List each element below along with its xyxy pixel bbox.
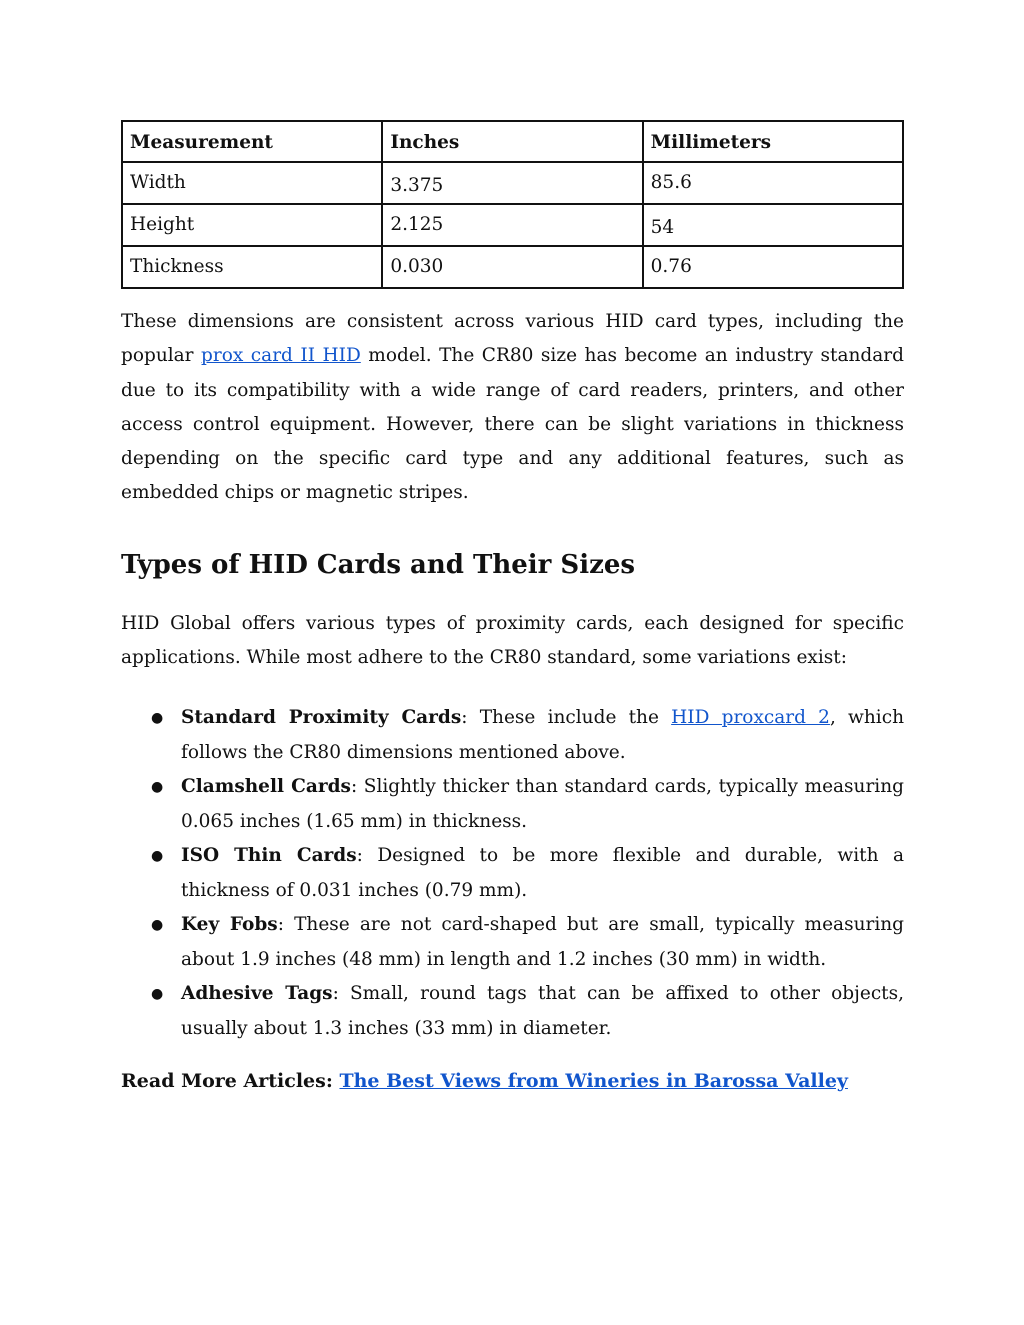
item-text: : Small, round tags that can be affixed to other objects, usually about 1.3 inches (33 mm) in diameter. [181, 983, 904, 1039]
table-header-cell: Millimeters [643, 121, 903, 162]
table-cell: 3.375 [382, 162, 642, 204]
table-cell: 2.125 [382, 204, 642, 246]
item-text: : Designed to be more flexible and durable, with a thickness of 0.031 inches (0.79 mm). [181, 845, 904, 901]
table-header-row [122, 121, 903, 162]
list-item [121, 770, 904, 839]
paragraph-text: These dimensions are consistent across various HID card types, including the popular [121, 311, 904, 367]
table-cell: Height [122, 204, 382, 246]
prox-card-link[interactable]: prox card II HID [201, 345, 361, 367]
item-term: Adhesive Tags [181, 983, 333, 1005]
item-text: : These are not card-shaped but are small, typically measuring about 1.9 inches (48 mm) in length and 1.2 inches (30 mm) in width. [181, 914, 904, 970]
table-cell: 54 [643, 204, 903, 246]
bullet-icon: ● [151, 779, 164, 796]
table-row [122, 162, 903, 204]
list-item [121, 977, 904, 1046]
item-term: ISO Thin Cards [181, 845, 357, 867]
item-text: : Slightly thicker than standard cards, typically measuring 0.065 inches (1.65 mm) in thickness. [181, 776, 904, 832]
card-types-list [121, 701, 904, 1046]
table-cell: Width [122, 162, 382, 204]
section-heading: Types of HID Cards and Their Sizes [121, 549, 636, 580]
item-term: Key Fobs [181, 914, 278, 936]
bullet-icon: ● [151, 710, 164, 727]
item-text: : These include the [461, 707, 672, 729]
hid-proxcard-link[interactable]: HID proxcard 2 [671, 707, 830, 729]
bullet-icon: ● [151, 986, 164, 1003]
table-header-cell: Inches [382, 121, 642, 162]
item-text: , which follows the CR80 dimensions mentioned above. [181, 707, 904, 763]
list-item [121, 839, 904, 908]
card-dimensions-table [121, 120, 904, 289]
table-cell: 0.030 [382, 246, 642, 288]
bullet-icon: ● [151, 917, 164, 934]
list-item [121, 908, 904, 977]
table-row [122, 204, 903, 246]
document-page [121, 120, 904, 1096]
table-cell: 0.76 [643, 246, 903, 288]
dimensions-paragraph [121, 305, 904, 511]
bullet-icon: ● [151, 848, 164, 865]
list-item [121, 701, 904, 770]
intro-paragraph: HID Global offers various types of proximity cards, each designed for specific applications. While most adhere to the CR80 standard, some variations exist: [121, 612, 904, 669]
table-row [122, 246, 903, 288]
paragraph-text: model. The CR80 size has become an industry standard due to its compatibility with a wide range of card readers, printers, and other access control equipment. However, there can be slight variations in thickness depending on the specific card type and any additional features, such as embedded chips or magnetic stripes. [121, 345, 904, 504]
item-term: Clamshell Cards [181, 776, 351, 798]
table-cell: Thickness [122, 246, 382, 288]
read-more-link[interactable]: The Best Views from Wineries in Barossa Valley [339, 1070, 848, 1093]
table-cell: 85.6 [643, 162, 903, 204]
read-more-label: Read More Articles: [121, 1070, 340, 1093]
item-term: Standard Proximity Cards [181, 707, 462, 729]
read-more-line [121, 1066, 904, 1096]
table-header-cell: Measurement [122, 121, 382, 162]
